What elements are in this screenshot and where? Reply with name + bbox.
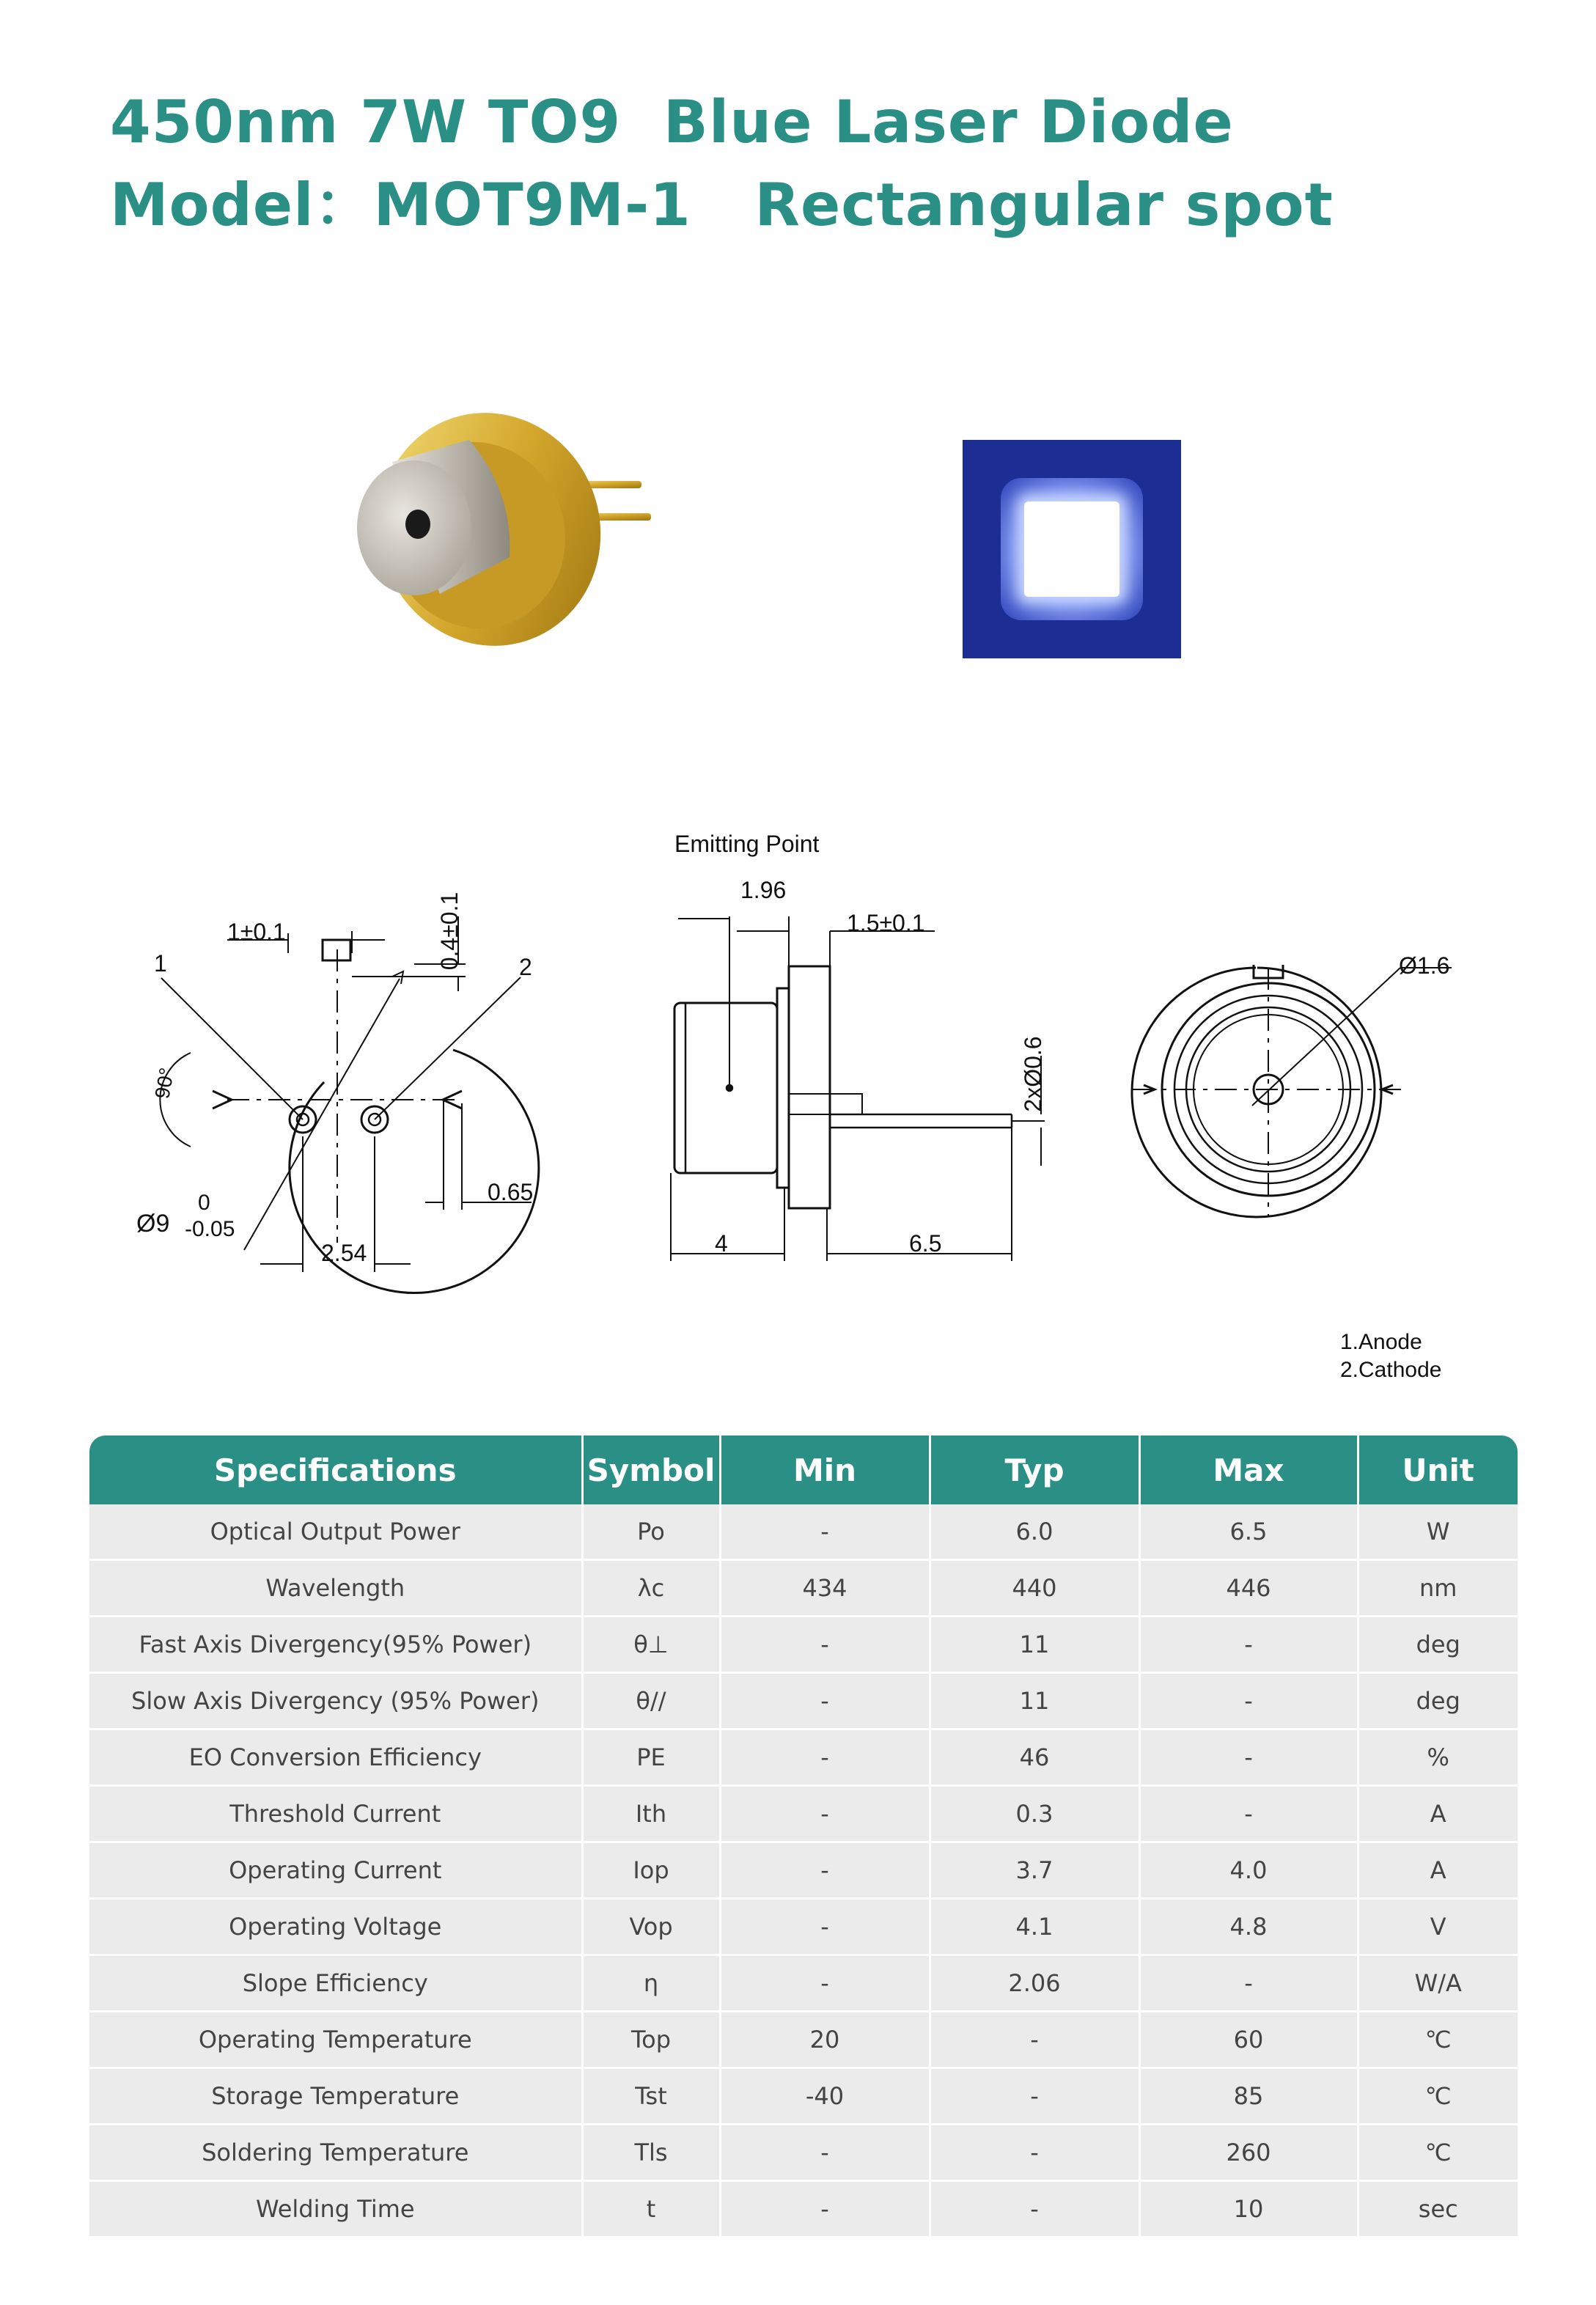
rear-view: [1132, 965, 1452, 1217]
cell-symbol: PE: [582, 1729, 720, 1786]
table-row: [89, 1786, 1518, 1842]
diameter-label: Ø9: [136, 1210, 170, 1238]
cell-symbol: Iop: [582, 1842, 720, 1899]
cell-symbol: θ//: [582, 1673, 720, 1729]
cell-max: -: [1139, 1617, 1358, 1673]
table-row: [89, 2125, 1518, 2181]
cell-min: -40: [720, 2068, 930, 2125]
cell-symbol: Tls: [582, 2125, 720, 2181]
cell-max: 60: [1139, 2012, 1358, 2068]
cell-typ: 440: [930, 1560, 1139, 1617]
cell-typ: 11: [930, 1617, 1139, 1673]
cell-unit: deg: [1358, 1617, 1518, 1673]
angle-label: 90°: [150, 1065, 179, 1101]
key-width-label: 1±0.1: [227, 919, 286, 945]
cell-spec: Fast Axis Divergency(95% Power): [89, 1617, 582, 1673]
cell-min: -: [720, 1673, 930, 1729]
cell-unit: sec: [1358, 2181, 1518, 2238]
header-min: Min: [720, 1435, 930, 1504]
dim-6-5: 6.5: [909, 1230, 942, 1257]
table-body: [89, 1504, 1518, 2238]
cell-unit: V: [1358, 1899, 1518, 1955]
cell-typ: -: [930, 2181, 1139, 2238]
cell-unit: ℃: [1358, 2068, 1518, 2125]
cell-spec: Welding Time: [89, 2181, 582, 2238]
cell-unit: ℃: [1358, 2125, 1518, 2181]
cell-unit: deg: [1358, 1673, 1518, 1729]
pin-legend-anode: 1.Anode: [1340, 1330, 1422, 1354]
pin-spacing-label: 2.54: [321, 1240, 367, 1266]
table-row: [89, 1560, 1518, 1617]
cell-min: -: [720, 1786, 930, 1842]
cell-spec: Optical Output Power: [89, 1504, 582, 1560]
pin-diameter-label: 2xØ0.6: [1020, 1036, 1046, 1112]
cell-min: -: [720, 1617, 930, 1673]
cell-unit: A: [1358, 1842, 1518, 1899]
cell-typ: 4.1: [930, 1899, 1139, 1955]
cell-min: 434: [720, 1560, 930, 1617]
cell-symbol: θ⊥: [582, 1617, 720, 1673]
cell-typ: 6.0: [930, 1504, 1139, 1560]
pin-legend-cathode: 2.Cathode: [1340, 1358, 1442, 1382]
table-row: [89, 2068, 1518, 2125]
header-specifications: Specifications: [89, 1435, 582, 1504]
cell-min: -: [720, 2181, 930, 2238]
table-row: [89, 1842, 1518, 1899]
side-view: [671, 916, 1045, 1261]
cell-spec: Slope Efficiency: [89, 1955, 582, 2012]
table-row: [89, 1504, 1518, 1560]
cell-max: -: [1139, 1673, 1358, 1729]
cell-max: 260: [1139, 2125, 1358, 2181]
tolerance-lower: -0.05: [185, 1217, 235, 1241]
cell-typ: 3.7: [930, 1842, 1139, 1899]
cell-min: -: [720, 1504, 930, 1560]
spot-core: [1024, 501, 1119, 597]
dim-1-5: 1.5±0.1: [847, 910, 925, 936]
cell-unit: W/A: [1358, 1955, 1518, 2012]
title-line-2: Model：MOT9M-1 Rectangular spot: [110, 171, 1334, 239]
cell-unit: %: [1358, 1729, 1518, 1786]
pin2-callout: 2: [519, 954, 532, 980]
cell-max: 6.5: [1139, 1504, 1358, 1560]
cell-min: -: [720, 1842, 930, 1899]
table-row: [89, 1729, 1518, 1786]
header-typ: Typ: [930, 1435, 1139, 1504]
cell-typ: 2.06: [930, 1955, 1139, 2012]
pin-legend: [1340, 1328, 1441, 1384]
cell-spec: Storage Temperature: [89, 2068, 582, 2125]
table-row: [89, 1899, 1518, 1955]
cell-spec: Slow Axis Divergency (95% Power): [89, 1673, 582, 1729]
cell-typ: 46: [930, 1729, 1139, 1786]
cell-unit: A: [1358, 1786, 1518, 1842]
technical-drawing: [110, 821, 1503, 1393]
cell-typ: -: [930, 2012, 1139, 2068]
table-row: [89, 2012, 1518, 2068]
cell-symbol: Ith: [582, 1786, 720, 1842]
cell-max: 4.8: [1139, 1899, 1358, 1955]
cell-typ: -: [930, 2068, 1139, 2125]
cell-symbol: Vop: [582, 1899, 720, 1955]
cell-spec: Operating Temperature: [89, 2012, 582, 2068]
cell-spec: Threshold Current: [89, 1786, 582, 1842]
cell-symbol: Po: [582, 1504, 720, 1560]
laser-diode-photo: [323, 411, 674, 689]
cell-min: -: [720, 1955, 930, 2012]
cell-max: 446: [1139, 1560, 1358, 1617]
cell-typ: 0.3: [930, 1786, 1139, 1842]
cell-unit: nm: [1358, 1560, 1518, 1617]
rectangular-spot-image: [963, 440, 1181, 658]
cell-symbol: η: [582, 1955, 720, 2012]
pin1-callout: 1: [154, 950, 167, 977]
specifications-table: [89, 1435, 1518, 2238]
table-row: [89, 1617, 1518, 1673]
header-symbol: Symbol: [582, 1435, 720, 1504]
cell-spec: Soldering Temperature: [89, 2125, 582, 2181]
cell-max: 85: [1139, 2068, 1358, 2125]
header-max: Max: [1139, 1435, 1358, 1504]
cell-typ: -: [930, 2125, 1139, 2181]
offset-label: 0.65: [488, 1179, 534, 1205]
dim-1-96: 1.96: [740, 877, 787, 903]
table-header-row: [89, 1435, 1518, 1504]
cell-symbol: Top: [582, 2012, 720, 2068]
cell-min: -: [720, 1899, 930, 1955]
cell-symbol: t: [582, 2181, 720, 2238]
cell-min: -: [720, 1729, 930, 1786]
table-row: [89, 1955, 1518, 2012]
cell-unit: W: [1358, 1504, 1518, 1560]
cell-min: 20: [720, 2012, 930, 2068]
cell-max: 10: [1139, 2181, 1358, 2238]
header-unit: Unit: [1358, 1435, 1518, 1504]
cell-max: 4.0: [1139, 1842, 1358, 1899]
cell-symbol: λc: [582, 1560, 720, 1617]
tolerance-upper: 0: [198, 1191, 210, 1215]
key-depth-label: 0.4±0.1: [436, 892, 463, 971]
dim-4: 4: [715, 1230, 728, 1257]
cell-max: -: [1139, 1786, 1358, 1842]
table-row: [89, 1673, 1518, 1729]
cell-max: -: [1139, 1729, 1358, 1786]
cell-unit: ℃: [1358, 2012, 1518, 2068]
emitting-point-label: Emitting Point: [674, 831, 820, 857]
table-row: [89, 2181, 1518, 2238]
cell-min: -: [720, 2125, 930, 2181]
cell-symbol: Tst: [582, 2068, 720, 2125]
cell-typ: 11: [930, 1673, 1139, 1729]
title-line-1: 450nm 7W TO9 Blue Laser Diode: [110, 88, 1234, 156]
cell-spec: EO Conversion Efficiency: [89, 1729, 582, 1786]
cell-spec: Operating Current: [89, 1842, 582, 1899]
hole-diameter-label: Ø1.6: [1399, 952, 1450, 979]
cell-spec: Operating Voltage: [89, 1899, 582, 1955]
cell-spec: Wavelength: [89, 1560, 582, 1617]
cell-max: -: [1139, 1955, 1358, 2012]
